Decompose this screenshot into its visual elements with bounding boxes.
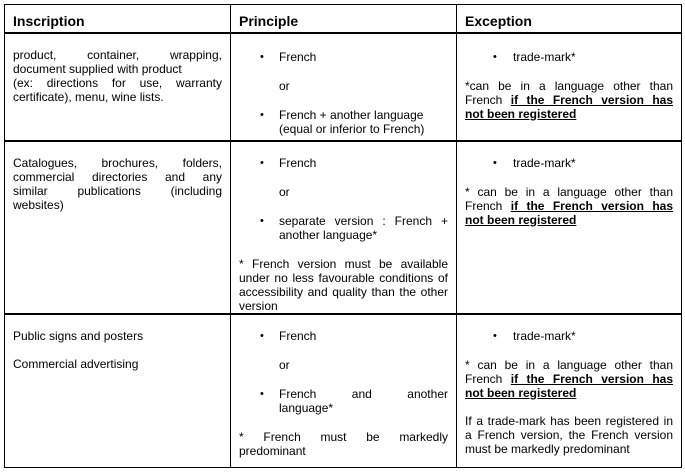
inscription-text: similar publications (including: [13, 183, 222, 198]
header-row: [5, 5, 682, 33]
bullet-icon: •: [260, 387, 264, 400]
list-item: • French + another language (equal or inferior to French): [260, 107, 425, 136]
inscription-text: product, container, wrapping,: [13, 47, 222, 62]
table-row: [5, 141, 682, 314]
header-principle: Principle: [231, 5, 457, 33]
header-exception: Exception: [457, 5, 682, 33]
table-row: [5, 314, 682, 468]
bullet-icon: •: [260, 108, 264, 121]
bullet-icon: •: [493, 50, 497, 63]
principle-cell: [231, 33, 457, 141]
list-item: • trade-mark*: [493, 155, 576, 170]
bullet-icon: •: [260, 156, 264, 169]
inscription-cell: [5, 33, 231, 141]
inscription-text: Commercial advertising: [13, 356, 139, 371]
list-item: • French: [260, 155, 317, 170]
list-item: • trade-mark*: [493, 49, 576, 64]
inscription-text: commercial directories and any: [13, 169, 222, 184]
exception-note: * can be in a language other than French if the French version has not been registered: [465, 184, 673, 227]
exception-extra-note: If a trade-mark has been registered in a French version, the French version must be markedly predominant: [465, 413, 673, 456]
or-text: or: [279, 357, 290, 372]
list-item: • separate version : French + another language*: [260, 213, 448, 242]
language-rules-table: [4, 4, 682, 468]
inscription-cell: [5, 141, 231, 314]
exception-note: * can be in a language other than French if the French version has not been registered: [465, 357, 673, 400]
bullet-icon: •: [493, 156, 497, 169]
list-item: • French: [260, 328, 317, 343]
bullet-icon: •: [493, 329, 497, 342]
or-text: or: [279, 78, 290, 93]
bullet-icon: •: [260, 329, 264, 342]
principle-cell: [231, 141, 457, 314]
inscription-text: document supplied with product: [13, 61, 182, 76]
inscription-text: certificate), menu, wine lists.: [13, 89, 164, 104]
principle-note: * French version must be available under no less favourable conditions of accessibility and quality than the other version: [239, 256, 448, 313]
inscription-text: Catalogues, brochures, folders,: [13, 155, 222, 170]
inscription-text: (ex: directions for use, warranty: [13, 75, 222, 90]
bullet-icon: •: [260, 50, 264, 63]
list-item: • French: [260, 49, 317, 64]
principle-note: * French must be markedly predominant: [239, 429, 448, 458]
header-inscription: Inscription: [5, 5, 231, 33]
exception-cell: [457, 33, 682, 141]
table-row: [5, 33, 682, 141]
list-item: • French and another language*: [260, 386, 448, 415]
inscription-cell: [5, 314, 231, 468]
exception-cell: [457, 141, 682, 314]
principle-cell: [231, 314, 457, 468]
list-item: • trade-mark*: [493, 328, 576, 343]
bullet-icon: •: [260, 214, 264, 227]
exception-cell: [457, 314, 682, 468]
exception-note: *can be in a language other than French if the French version has not been registered: [465, 78, 673, 121]
inscription-text: Public signs and posters: [13, 328, 144, 343]
inscription-text: websites): [13, 197, 64, 212]
or-text: or: [279, 184, 290, 199]
